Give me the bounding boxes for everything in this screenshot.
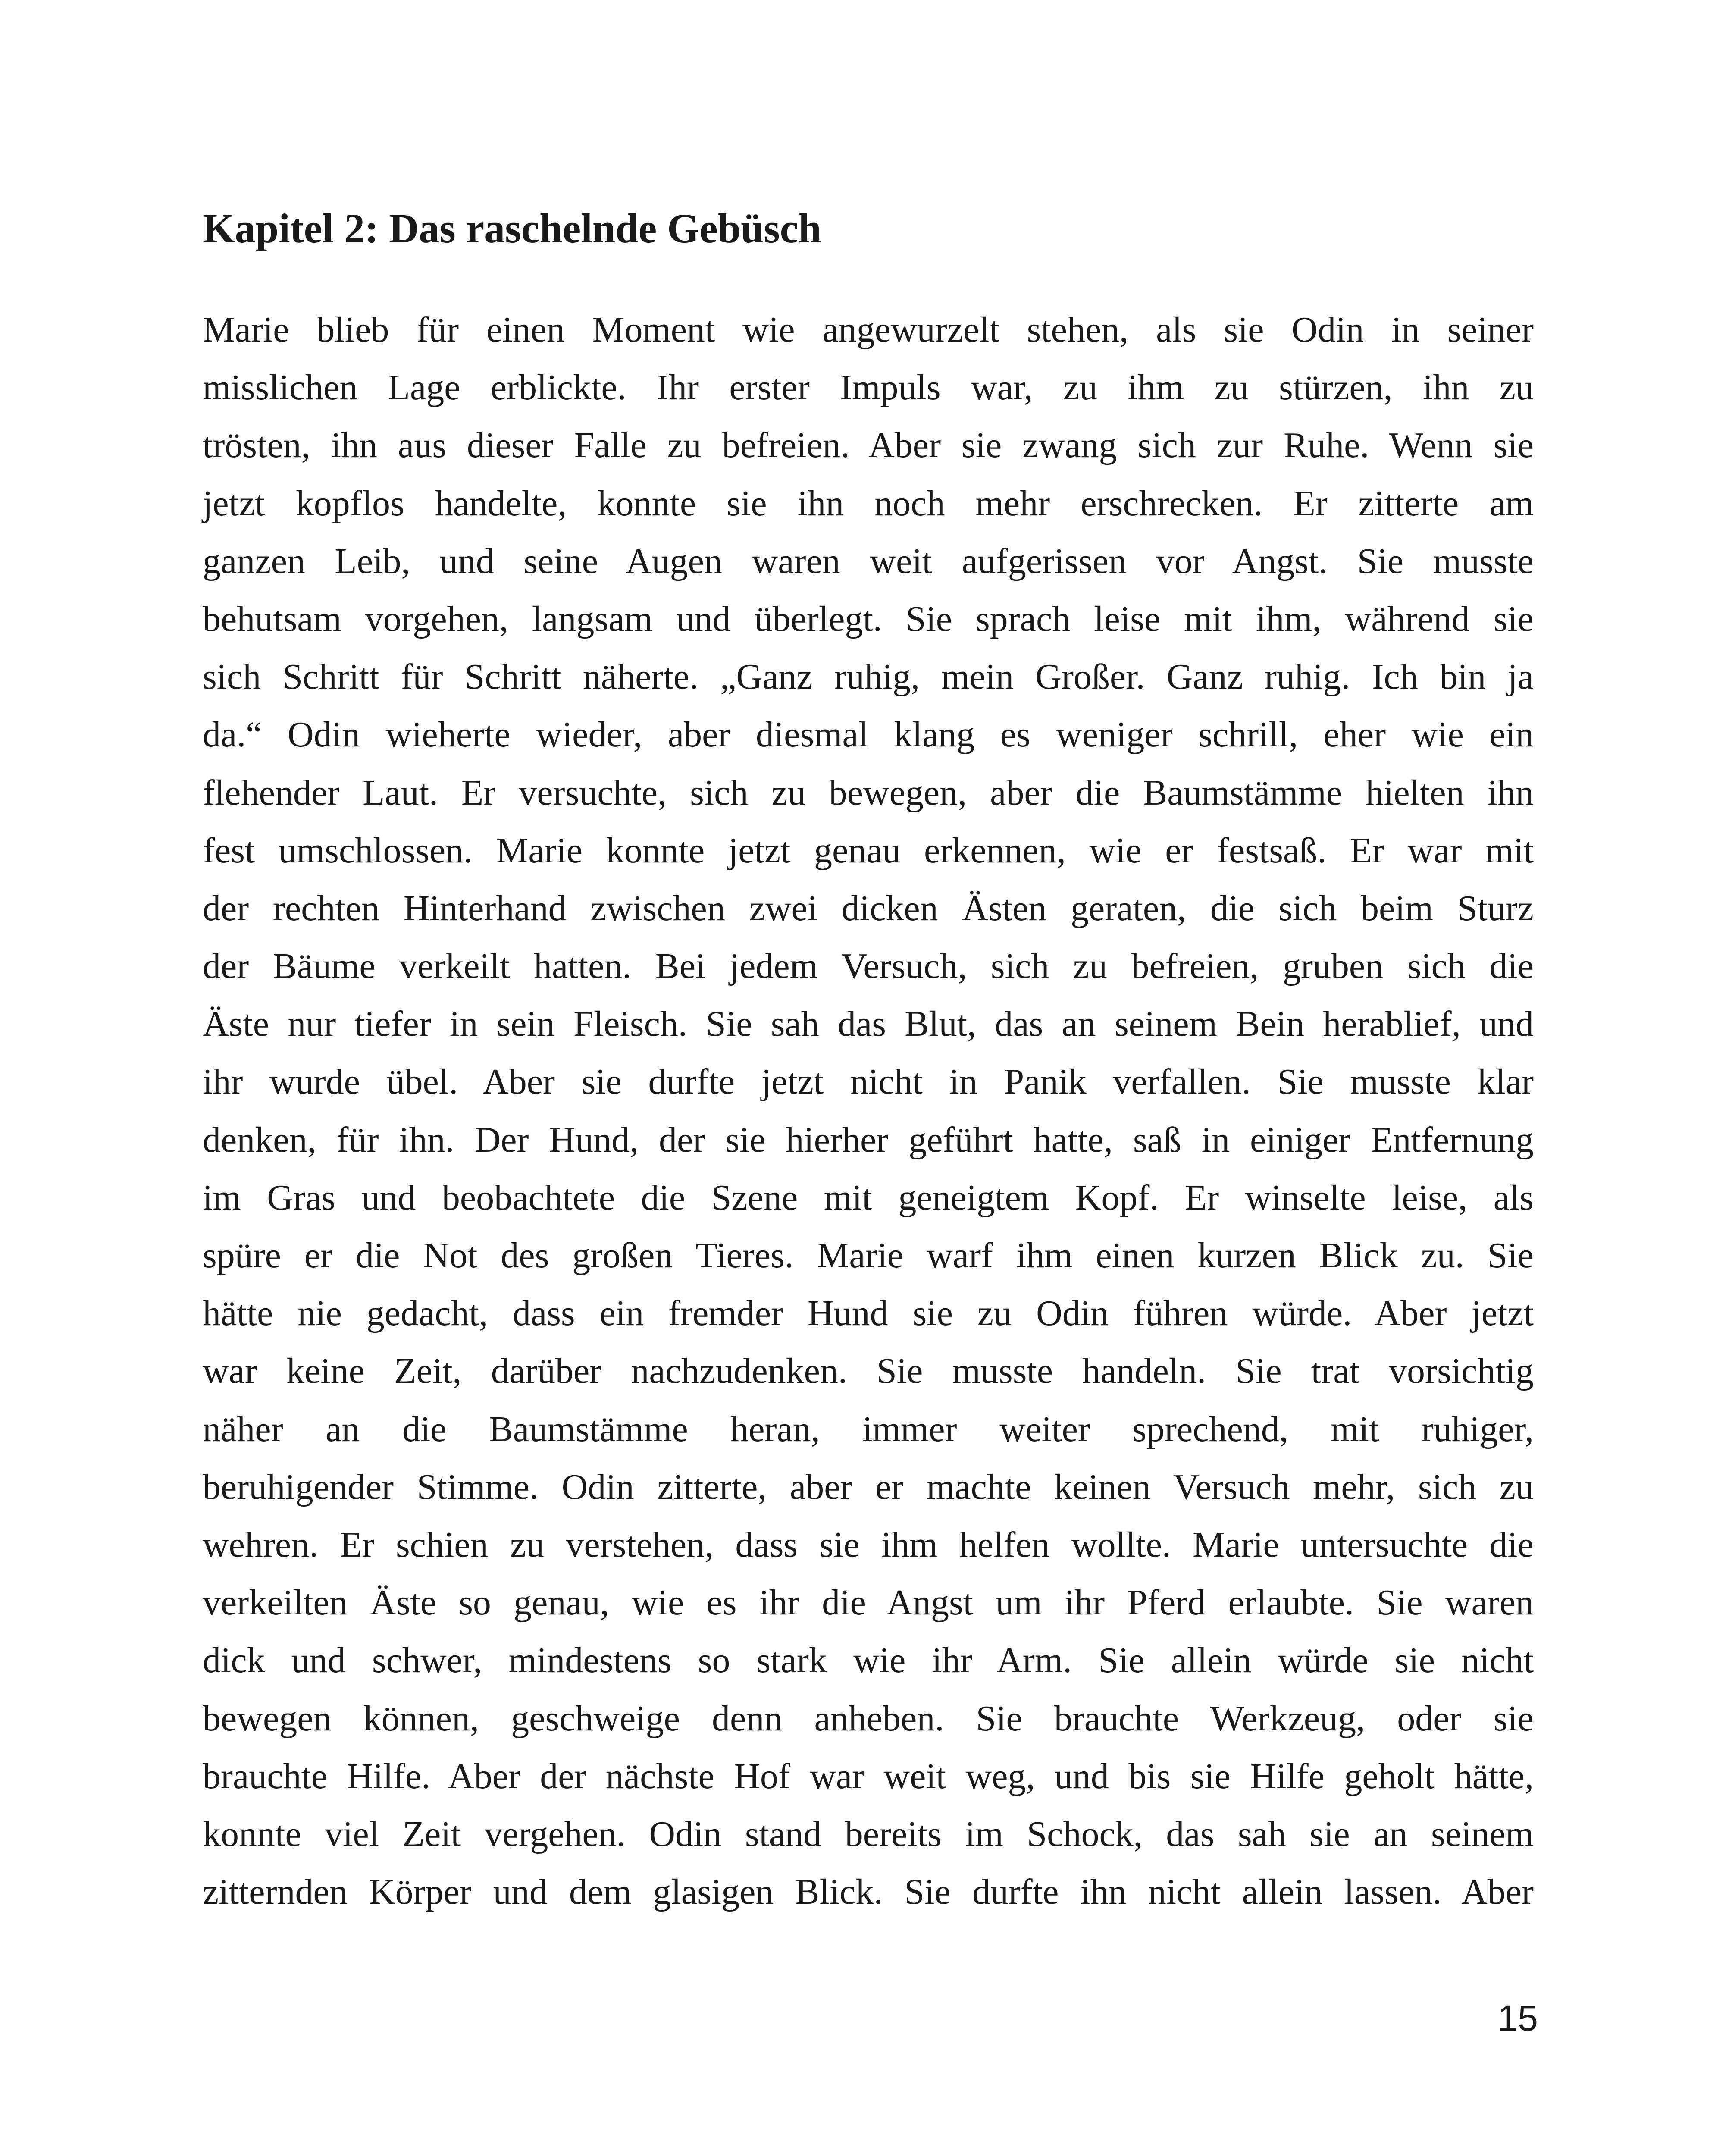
text-line: fest umschlossen. Marie konnte jetzt genau erkennen, wie er festsaß. Er war mit (203, 830, 1534, 871)
text-line: näher an die Baumstämme heran, immer weiter sprechend, mit ruhiger, (203, 1409, 1534, 1449)
text-line: bewegen können, geschweige denn anheben. Sie brauchte Werkzeug, oder sie (203, 1698, 1534, 1739)
text-line: im Gras und beobachtete die Szene mit geneigtem Kopf. Er winselte leise, als (203, 1177, 1534, 1218)
text-line: da.“ Odin wieherte wieder, aber diesmal klang es weniger schrill, eher wie ein (203, 714, 1534, 755)
text-line: denken, für ihn. Der Hund, der sie hierher geführt hatte, saß in einiger Entfernung (203, 1119, 1534, 1160)
text-line: der Bäume verkeilt hatten. Bei jedem Versuch, sich zu befreien, gruben sich die (203, 946, 1534, 987)
text-line: Marie blieb für einen Moment wie angewurzelt stehen, als sie Odin in seiner (203, 310, 1534, 350)
text-line: war keine Zeit, darüber nachzudenken. Sie musste handeln. Sie trat vorsichtig (203, 1351, 1534, 1391)
body-text (203, 301, 1534, 1921)
text-line: wehren. Er schien zu verstehen, dass sie ihm helfen wollte. Marie untersuchte die (203, 1524, 1534, 1565)
text-line: ganzen Leib, und seine Augen waren weit aufgerissen vor Angst. Sie musste (203, 541, 1534, 581)
text-line: dick und schwer, mindestens so stark wie ihr Arm. Sie allein würde sie nicht (203, 1640, 1534, 1681)
text-line: hätte nie gedacht, dass ein fremder Hund sie zu Odin führen würde. Aber jetzt (203, 1293, 1534, 1334)
text-line: beruhigender Stimme. Odin zitterte, aber er machte keinen Versuch mehr, sich zu (203, 1467, 1534, 1507)
text-line: sich Schritt für Schritt näherte. „Ganz ruhig, mein Großer. Ganz ruhig. Ich bin ja (203, 657, 1534, 697)
page-number: 15 (1497, 1998, 1538, 2038)
text-line: trösten, ihn aus dieser Falle zu befreien. Aber sie zwang sich zur Ruhe. Wenn sie (203, 425, 1534, 466)
text-line: verkeilten Äste so genau, wie es ihr die Angst um ihr Pferd erlaubte. Sie waren (203, 1583, 1534, 1623)
text-line: brauchte Hilfe. Aber der nächste Hof war weit weg, und bis sie Hilfe geholt hätte, (203, 1756, 1534, 1796)
text-line: konnte viel Zeit vergehen. Odin stand bereits im Schock, das sah sie an seinem (203, 1814, 1534, 1854)
text-line: jetzt kopflos handelte, konnte sie ihn noch mehr erschrecken. Er zitterte am (203, 483, 1534, 523)
text-line: ihr wurde übel. Aber sie durfte jetzt nicht in Panik verfallen. Sie musste klar (203, 1062, 1534, 1102)
text-line: der rechten Hinterhand zwischen zwei dicken Ästen geraten, die sich beim Sturz (203, 888, 1534, 928)
text-line: Äste nur tiefer in sein Fleisch. Sie sah das Blut, das an seinem Bein herablief, und (203, 1004, 1534, 1044)
text-line: zitternden Körper und dem glasigen Blick. Sie durfte ihn nicht allein lassen. Aber (203, 1872, 1534, 1912)
text-line: flehender Laut. Er versuchte, sich zu bewegen, aber die Baumstämme hielten ihn (203, 772, 1534, 813)
text-line: misslichen Lage erblickte. Ihr erster Impuls war, zu ihm zu stürzen, ihn zu (203, 367, 1534, 408)
text-line: behutsam vorgehen, langsam und überlegt. Sie sprach leise mit ihm, während sie (203, 599, 1534, 639)
text-line: spüre er die Not des großen Tieres. Marie warf ihm einen kurzen Blick zu. Sie (203, 1235, 1534, 1275)
chapter-title: Kapitel 2: Das raschelnde Gebüsch (203, 205, 821, 251)
